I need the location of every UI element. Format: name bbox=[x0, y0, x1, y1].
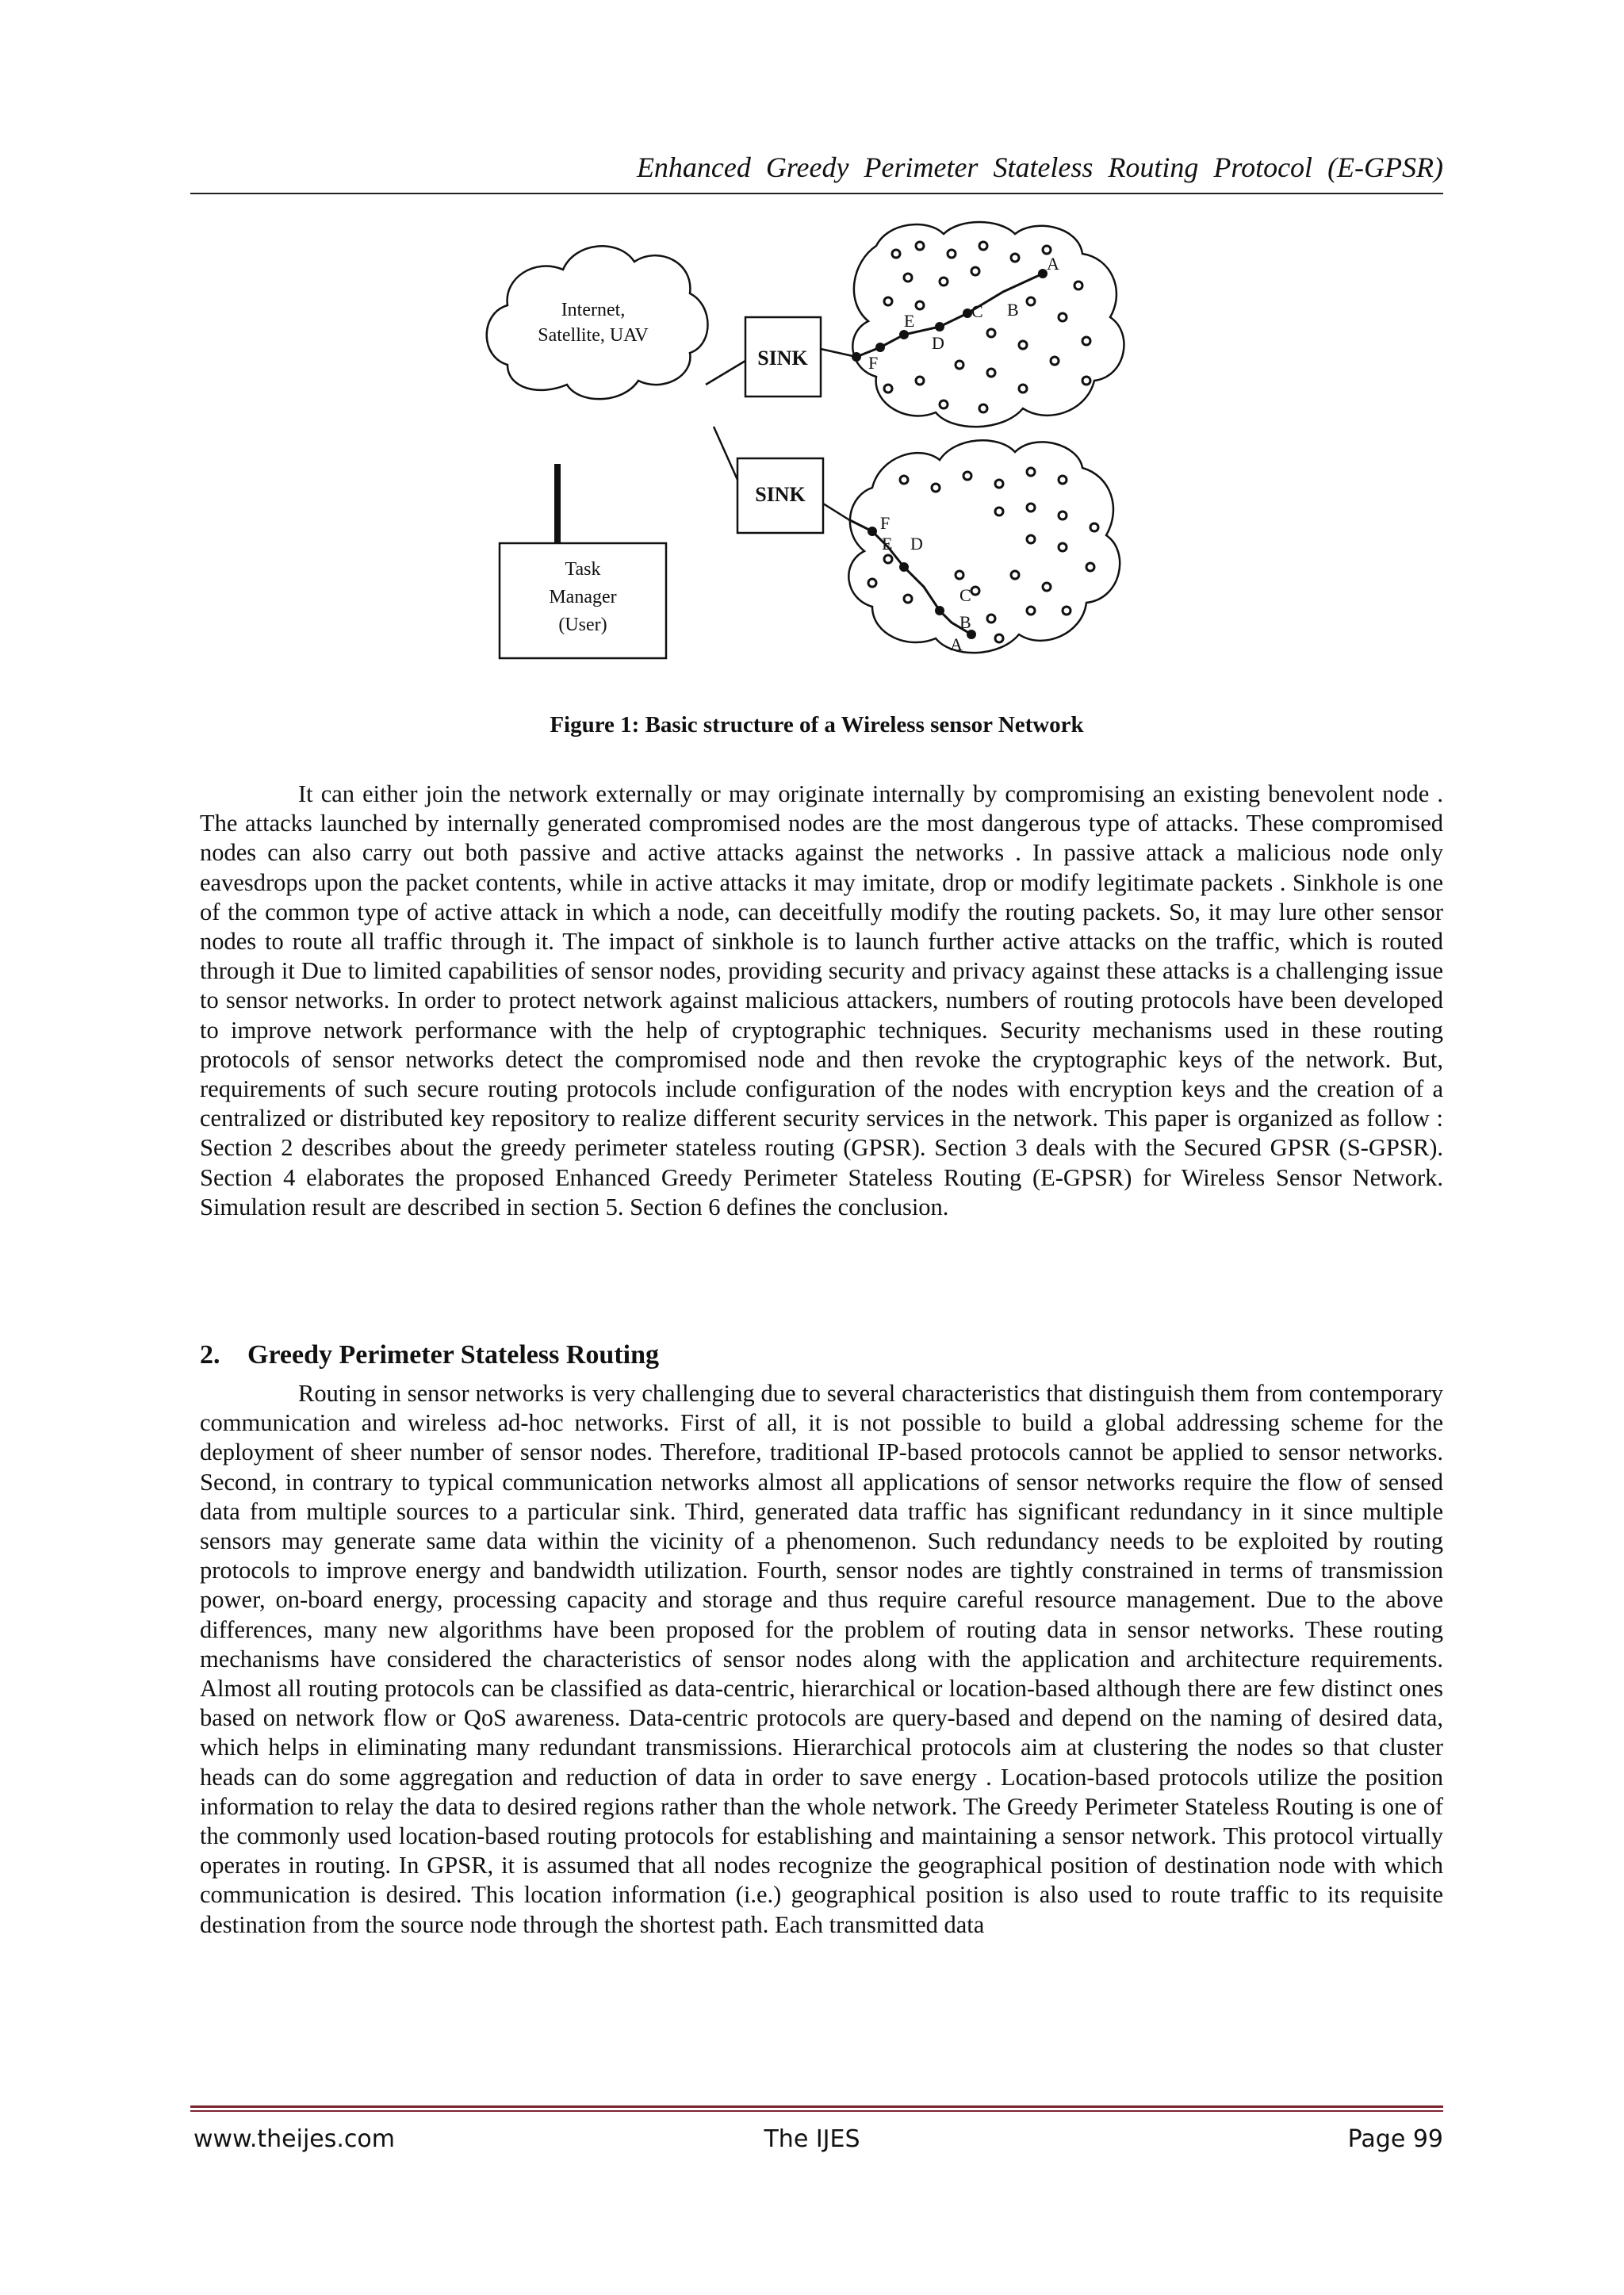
header-rule bbox=[190, 193, 1443, 194]
sink-bottom-label: SINK bbox=[755, 483, 806, 506]
bottom-node-e: E bbox=[882, 534, 893, 554]
bottom-node-c: C bbox=[959, 585, 971, 605]
network-figure bbox=[476, 214, 1166, 690]
sink-top-label: SINK bbox=[757, 347, 808, 370]
figure-caption: Figure 1: Basic structure of a Wireless sensor Network bbox=[550, 712, 1084, 738]
section-heading bbox=[200, 1340, 659, 1370]
bottom-node-f: F bbox=[880, 513, 891, 533]
top-node-a: A bbox=[1047, 254, 1059, 274]
internet-cloud bbox=[487, 246, 708, 399]
task-line1: Task bbox=[565, 559, 601, 580]
footer-journal: The IJES bbox=[764, 2125, 860, 2153]
section-title: Greedy Perimeter Stateless Routing bbox=[247, 1340, 659, 1370]
top-node-e: E bbox=[904, 311, 915, 331]
footer-rule bbox=[190, 2105, 1443, 2108]
bottom-node-b: B bbox=[959, 612, 971, 632]
section-number: 2. bbox=[200, 1340, 220, 1370]
cloud-label-line2: Satellite, UAV bbox=[538, 325, 649, 346]
top-node-c: C bbox=[971, 301, 983, 321]
top-node-b: B bbox=[1007, 300, 1019, 320]
task-line2: Manager bbox=[549, 587, 617, 607]
top-node-f: F bbox=[868, 353, 879, 373]
bottom-node-d: D bbox=[910, 534, 923, 554]
cloud-label-line1: Internet, bbox=[561, 300, 626, 320]
top-node-d: D bbox=[932, 333, 944, 353]
bottom-node-a: A bbox=[950, 634, 963, 654]
body-paragraph-2: Routing in sensor networks is very challenging due to several characteristics that distinguish them from contemporary communication and wireless ad-hoc networks. First of all, it is not possible to build a global addressing scheme for the deployment of sheer number of sensor nodes. Therefore, traditional IP-based protocols cannot be applied to sensor networks. Second, in contrary to typical communication networks almost all applications of sensor networks require the flow of sensed data from multiple sources to a particular sink. Third, generated data traffic has significant redundancy in it since multiple sensors may generate same data within the vicinity of a phenomenon. Such redundancy needs to be exploited by routing protocols to improve energy and bandwidth utilization. Fourth, sensor nodes are tightly constrained in terms of transmission power, on-board energy, processing capacity and storage and thus require careful resource management. Due to the above differences, many new algorithms have been proposed for the problem of routing data in sensor networks. These routing mechanisms have considered the characteristics of sensor nodes along with the application and architecture requirements. Almost all routing protocols can be classified as data-centric, hierarchical or location-based although there are few distinct ones based on network flow or QoS awareness. Data-centric protocols are query-based and depend on the naming of desired data, which helps in eliminating many redundant transmissions. Hierarchical protocols aim at clustering the nodes so that cluster heads can do some aggregation and reduction of data in order to save energy . Location-based protocols utilize the position information to relay the data to desired regions rather than the whole network. The Greedy Perimeter Stateless Routing is one of the commonly used location-based routing protocols for establishing and maintaining a sensor network. This protocol virtually operates in routing. In GPSR, it is assumed that all nodes recognize the geographical position of destination node with which communication is desired. This location information (i.e.) geographical position is also used to route traffic to its requisite destination from the source node through the shortest path. Each transmitted data bbox=[200, 1380, 1443, 1938]
task-line3: (User) bbox=[558, 615, 607, 635]
footer-website: www.theijes.com bbox=[193, 2125, 395, 2153]
running-header: Enhanced Greedy Perimeter Stateless Routing Protocol (E-GPSR) bbox=[636, 151, 1443, 183]
footer-rule-thin bbox=[190, 2110, 1443, 2112]
footer-page-number: Page 99 bbox=[1347, 2125, 1443, 2153]
body-paragraph-1: It can either join the network externally or may originate internally by compromising an existing benevolent node . The attacks launched by internally generated compromised nodes are the most dangerous type of attacks. These compromised nodes can also carry out both passive and active attacks against the networks . In passive attack a malicious node only eavesdrops upon the packet contents, while in active attacks it may imitate, drop or modify legitimate packets . Sinkhole is one of the common type of active attack in which a node, can deceitfully modify the routing packets. So, it may lure other sensor nodes to route all traffic through it. The impact of sinkhole is to launch further active attacks on the traffic, which is routed through it Due to limited capabilities of sensor nodes, providing security and privacy against these attacks is a challenging issue to sensor networks. In order to protect network against malicious attackers, numbers of routing protocols have been developed to improve network performance with the help of cryptographic techniques. Security mechanisms used in these routing protocols of sensor networks detect the compromised node and then revoke the cryptographic keys of the network. But, requirements of such secure routing protocols include configuration of the nodes with encryption keys and the creation of a centralized or distributed key repository to realize different security services in the network. This paper is organized as follow : Section 2 describes about the greedy perimeter stateless routing (GPSR). Section 3 deals with the Secured GPSR (S-GPSR). Section 4 elaborates the proposed Enhanced Greedy Perimeter Stateless Routing (E-GPSR) for Wireless Sensor Network. Simulation result are described in section 5. Section 6 defines the conclusion. bbox=[200, 780, 1443, 1220]
